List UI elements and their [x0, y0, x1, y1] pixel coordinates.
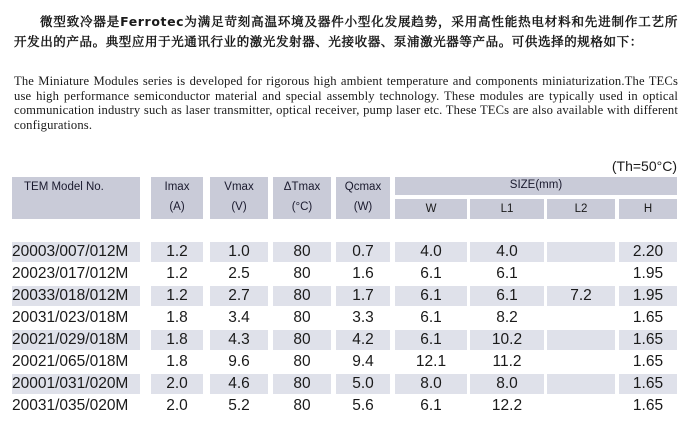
cell-model: 20031/023/018M	[12, 309, 129, 326]
cell-w: 12.1	[415, 353, 447, 370]
cell-dtmax: 80	[293, 309, 311, 326]
header-w: W	[395, 199, 467, 219]
cell-h: 1.95	[632, 265, 664, 282]
cell-h: 1.65	[632, 397, 664, 414]
row-shade	[547, 330, 615, 350]
row-shade	[547, 242, 615, 262]
cell-imax: 1.2	[166, 287, 188, 304]
cell-vmax: 9.6	[228, 353, 250, 370]
cell-w: 8.0	[420, 375, 442, 392]
cell-imax: 2.0	[166, 375, 188, 392]
cell-l1: 6.1	[496, 265, 518, 282]
header-qcmax-label: Qcmax	[344, 181, 382, 193]
header-size	[395, 177, 677, 195]
header-h: H	[619, 199, 677, 219]
header-imax-unit: (A)	[169, 201, 185, 213]
header-model-label: TEM Model No.	[24, 181, 104, 193]
intro-english: The Miniature Modules series is developed for rigorous high ambient temperature and components miniaturization.The TECs use high performance semiconductor material and special assembly technology. These modules are typically used in optical communication industry such as laser transmitter, optical receiver, pump laser etc. These TECs are also available with different configurations.	[14, 74, 678, 132]
cell-l1: 11.2	[492, 353, 522, 370]
header-qcmax	[336, 177, 390, 219]
intro-chinese: 微型致冷器是Ferrotec为满足苛刻高温环境及器件小型化发展趋势，采用高性能热电材料和先进制作工艺所开发出的产品。典型应用于光通讯行业的激光发射器、光接收器、泵浦激光器等产品。可供选择的规格如下：	[14, 14, 678, 49]
cell-imax: 1.2	[166, 265, 188, 282]
cell-dtmax: 80	[293, 397, 311, 414]
cell-qcmax: 1.7	[352, 287, 374, 304]
cell-qcmax: 0.7	[352, 243, 374, 260]
cell-qcmax: 5.0	[352, 375, 374, 392]
cell-model: 20001/031/020M	[12, 375, 129, 392]
cell-h: 1.65	[632, 331, 664, 348]
cell-imax: 1.2	[166, 243, 188, 260]
cell-l1: 4.0	[496, 243, 518, 260]
row-shade	[547, 374, 615, 394]
cell-qcmax: 9.4	[352, 353, 374, 370]
header-l2: L2	[547, 199, 615, 219]
cell-model: 20003/007/012M	[12, 243, 129, 260]
header-dtmax	[273, 177, 331, 219]
header-l1: L1	[470, 199, 544, 219]
cell-l1: 8.2	[496, 309, 518, 326]
cell-w: 6.1	[420, 331, 442, 348]
cell-imax: 1.8	[166, 309, 188, 326]
cell-qcmax: 5.6	[352, 397, 374, 414]
cell-l2: 7.2	[570, 287, 592, 304]
cell-dtmax: 80	[293, 331, 311, 348]
cell-vmax: 3.4	[228, 309, 250, 326]
cell-dtmax: 80	[293, 287, 311, 304]
cell-model: 20021/065/018M	[12, 353, 129, 370]
cell-l1: 12.2	[491, 397, 523, 414]
header-imax-label: Imax	[164, 181, 190, 193]
cell-model: 20031/035/020M	[12, 397, 129, 414]
cell-model: 20023/017/012M	[12, 265, 129, 282]
cell-dtmax: 80	[293, 265, 311, 282]
cell-w: 6.1	[420, 309, 442, 326]
cell-imax: 1.8	[166, 331, 188, 348]
cell-w: 4.0	[420, 243, 442, 260]
cell-l1: 10.2	[491, 331, 523, 348]
cell-w: 6.1	[420, 287, 442, 304]
cell-qcmax: 1.6	[352, 265, 374, 282]
cell-vmax: 4.3	[228, 331, 250, 348]
cell-h: 1.65	[632, 309, 664, 326]
cell-h: 1.65	[632, 375, 664, 392]
cell-w: 6.1	[420, 397, 442, 414]
cell-vmax: 1.0	[228, 243, 250, 260]
cell-dtmax: 80	[293, 243, 311, 260]
header-dtmax-unit: (°C)	[291, 201, 313, 213]
cell-qcmax: 3.3	[352, 309, 374, 326]
header-size-label: SIZE(mm)	[509, 179, 563, 191]
cell-l1: 6.1	[496, 287, 518, 304]
header-vmax-label: Vmax	[224, 181, 254, 193]
cell-vmax: 4.6	[228, 375, 250, 392]
cell-model: 20033/018/012M	[12, 287, 129, 304]
cell-dtmax: 80	[293, 353, 311, 370]
cell-imax: 1.8	[166, 353, 188, 370]
cell-h: 1.95	[632, 287, 664, 304]
cell-dtmax: 80	[293, 375, 311, 392]
header-vmax-unit: (V)	[231, 201, 247, 213]
cell-vmax: 5.2	[228, 397, 250, 414]
header-qcmax-unit: (W)	[353, 201, 373, 213]
cell-vmax: 2.5	[228, 265, 250, 282]
cell-model: 20021/029/018M	[12, 331, 129, 348]
cell-vmax: 2.7	[228, 287, 250, 304]
header-dtmax-label: ΔTmax	[283, 181, 321, 193]
test-condition: (Th=50°C)	[611, 158, 677, 174]
header-model	[12, 177, 140, 219]
cell-l1: 8.0	[496, 375, 518, 392]
cell-qcmax: 4.2	[352, 331, 374, 348]
cell-h: 2.20	[632, 243, 664, 260]
cell-imax: 2.0	[166, 397, 188, 414]
cell-h: 1.65	[632, 353, 664, 370]
cell-w: 6.1	[420, 265, 442, 282]
header-imax	[151, 177, 203, 219]
header-vmax	[210, 177, 268, 219]
